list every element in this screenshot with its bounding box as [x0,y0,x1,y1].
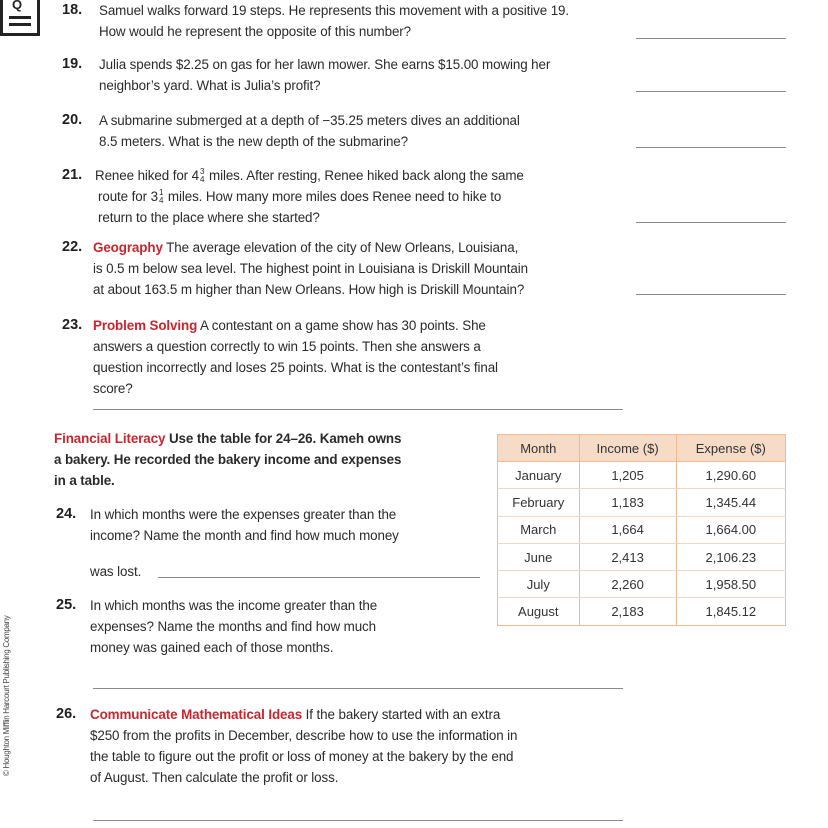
table-header-income: Income ($) [579,435,676,462]
bakery-table [497,434,786,626]
table-cell-income: 2,413 [579,543,676,570]
table-cell-income: 2,260 [579,571,676,598]
table-cell-income: 1,183 [579,489,676,516]
notebook-icon-bar [9,16,31,19]
question-19-line-2: neighbor’s yard. What is Julia’s profit? [99,78,321,93]
problem-solving-label: Problem Solving [93,318,198,333]
table-row [498,571,786,598]
question-22-line-3: at about 163.5 m higher than New Orleans. How high is Driskill Mountain? [93,282,525,297]
financial-line-1: Financial Literacy Use the table for 24–26. Kameh owns [54,431,402,446]
question-19-line-1: Julia spends $2.25 on gas for her lawn mower. She earns $15.00 mowing her [99,57,551,72]
answer-line-22[interactable] [636,294,786,295]
answer-line-23[interactable] [93,409,623,410]
table-row [498,462,786,489]
financial-line-2: a bakery. He recorded the bakery income and expenses [54,452,402,467]
question-23-line-3: question incorrectly and loses 25 points. What is the contestant’s final [93,360,498,375]
answer-line-26[interactable] [93,820,623,821]
table-cell-month: February [498,489,580,516]
question-20-line-2: 8.5 meters. What is the new depth of the submarine? [99,134,409,149]
table-cell-expense: 1,664.00 [676,516,785,543]
question-26-line-2: $250 from the profits in December, describe how to use the information in [90,728,518,743]
table-cell-month: March [498,516,580,543]
question-18-line-2: How would he represent the opposite of this number? [99,24,411,39]
question-20-line-1: A submarine submerged at a depth of −35.25 meters dives an additional [99,113,520,128]
question-25-number: 25. [56,597,77,613]
question-19-number: 19. [62,56,83,72]
table-cell-month: July [498,571,580,598]
answer-line-25[interactable] [93,688,623,689]
financial-literacy-label: Financial Literacy [54,431,166,446]
table-cell-expense: 1,845.12 [676,598,785,625]
question-26-line-3: the table to figure out the profit or loss of money at the bakery by the end [90,749,514,764]
financial-literacy-intro [54,428,401,491]
question-25-line-3: money was gained each of those months. [90,640,334,655]
fraction-one-quarter: 1 4 [158,188,164,206]
table-header-expense: Expense ($) [676,435,785,462]
question-24-line-3: was lost. [90,564,142,579]
answer-line-24[interactable] [158,577,480,578]
question-21-number: 21. [62,167,83,183]
financial-line-3: in a table. [54,473,115,488]
table-cell-income: 1,205 [579,462,676,489]
question-24-line-2: income? Name the month and find how much money [90,528,399,543]
question-26-number: 26. [56,706,77,722]
question-23-line-4: score? [93,381,133,396]
table-cell-expense: 2,106.23 [676,543,785,570]
question-25-line-2: expenses? Name the months and find how much [90,619,376,634]
table-row [498,598,786,625]
table-cell-expense: 1,958.50 [676,571,785,598]
table-row [498,516,786,543]
question-18-line-1: Samuel walks forward 19 steps. He represents this movement with a positive 19. [99,3,570,18]
notebook-icon [0,0,40,36]
table-cell-month: June [498,543,580,570]
question-22-number: 22. [62,239,83,255]
table-cell-expense: 1,290.60 [676,462,785,489]
copyright-notice: © Houghton Mifflin Harcourt Publishing Company [2,615,11,776]
question-23-line-1: Problem Solving A contestant on a game show has 30 points. She [93,318,486,333]
geography-label: Geography [93,240,163,255]
question-25-line-1: In which months was the income greater than the [90,598,378,613]
question-26-line-1: Communicate Mathematical Ideas If the bakery started with an extra [90,707,501,722]
question-22-line-2: is 0.5 m below sea level. The highest point in Louisiana is Driskill Mountain [93,261,528,276]
fraction-three-quarters: 3 4 [200,167,205,185]
question-23-number: 23. [62,317,83,333]
table-cell-income: 1,664 [579,516,676,543]
question-26-line-4: of August. Then calculate the profit or loss. [90,770,339,785]
question-24-number: 24. [56,506,77,522]
question-21-text [95,165,524,228]
question-24-text [90,504,399,582]
question-18-number: 18. [62,2,83,18]
table-row [498,489,786,516]
table-header-month: Month [498,435,580,462]
question-20-number: 20. [62,112,83,128]
notebook-icon-bar [9,23,31,26]
question-18-text [99,0,569,42]
question-22-text [93,237,528,300]
question-23-line-2: answers a question correctly to win 15 points. Then she answers a [93,339,481,354]
table-cell-expense: 1,345.44 [676,489,785,516]
question-21-line-2: route for 3 1 4 miles. How many more miles does Renee need to hike to [98,188,502,206]
answer-line-18[interactable] [636,38,786,39]
question-19-text [99,54,550,96]
table-cell-month: January [498,462,580,489]
answer-line-21[interactable] [636,222,786,223]
communicate-ideas-label: Communicate Mathematical Ideas [90,707,303,722]
table-row [498,543,786,570]
question-23-text [93,315,498,399]
question-24-line-1: In which months were the expenses greater than the [90,507,397,522]
question-25-text [90,595,377,658]
question-20-text [99,110,520,152]
table-cell-income: 2,183 [579,598,676,625]
answer-line-20[interactable] [636,147,786,148]
question-26-text [90,704,517,788]
question-21-line-1: Renee hiked for 4 3 4 miles. After resting, Renee hiked back along the same [95,167,524,185]
answer-line-19[interactable] [636,91,786,92]
question-21-line-3: return to the place where she started? [98,210,320,225]
table-header-row [498,435,786,462]
question-22-line-1: Geography The average elevation of the city of New Orleans, Louisiana, [93,240,519,255]
notebook-icon-glyph: Q [12,0,23,12]
table-cell-month: August [498,598,580,625]
